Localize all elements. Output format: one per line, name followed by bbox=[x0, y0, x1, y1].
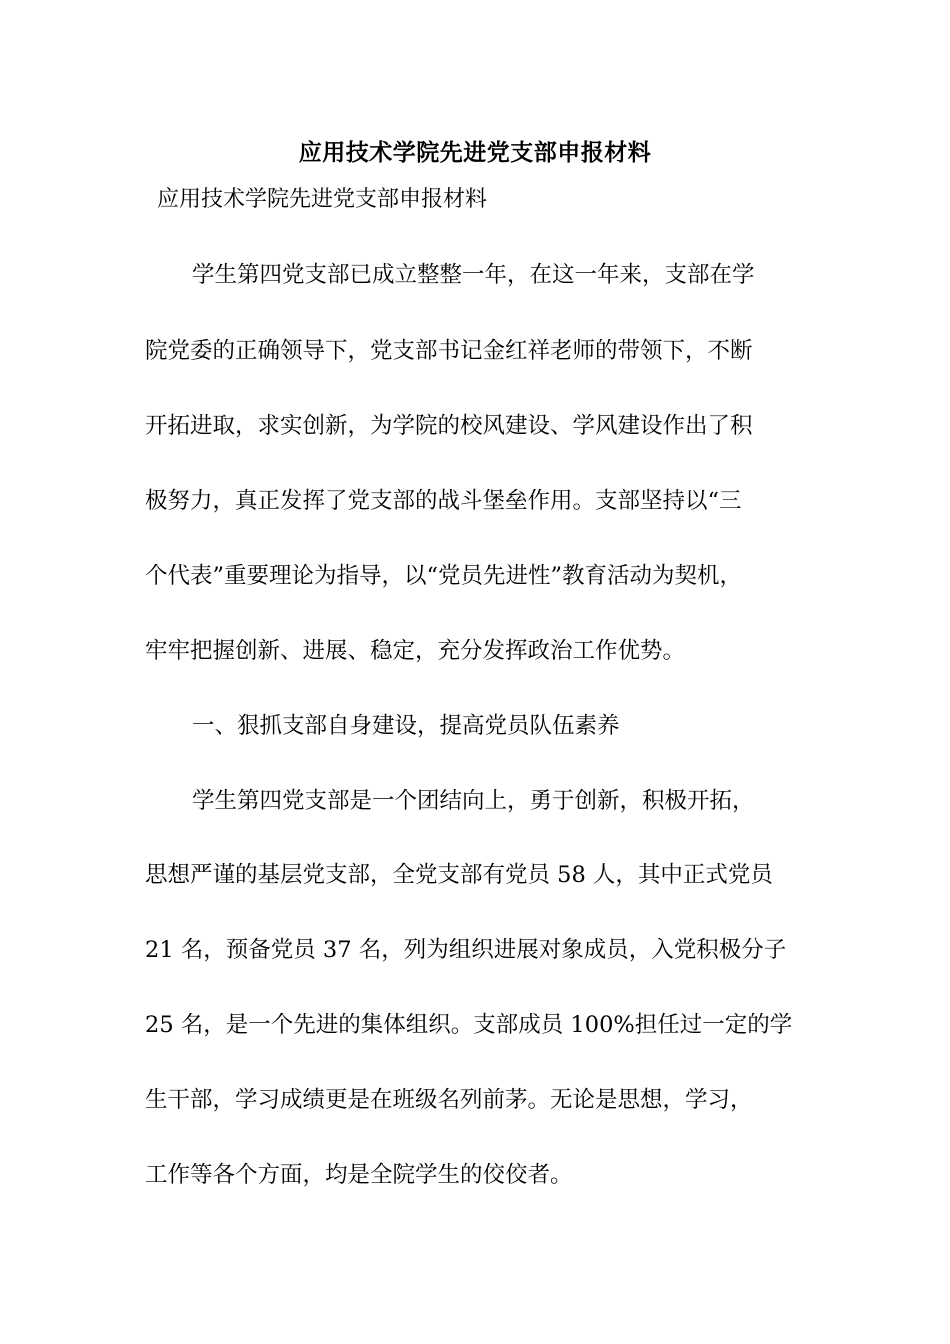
paragraph-line: 生干部，学习成绩更是在班级名列前茅。无论是思想，学习， bbox=[145, 1087, 753, 1113]
paragraph-line: 学生第四党支部是一个团结向上，勇于创新，积极开拓， bbox=[192, 788, 755, 814]
paragraph-line: 思想严谨的基层党支部，全党支部有党员 58 人，其中正式党员 bbox=[145, 862, 773, 888]
paragraph-line: 牢牢把握创新、进展、稳定，充分发挥政治工作优势。 bbox=[145, 638, 686, 664]
paragraph-line: 25 名，是一个先进的集体组织。支部成员 100%担任过一定的学 bbox=[145, 1012, 793, 1038]
paragraph-line: 院党委的正确领导下，党支部书记金红祥老师的带领下，不断 bbox=[145, 338, 753, 364]
paragraph-line: 开拓进取，求实创新，为学院的校风建设、学风建设作出了积 bbox=[145, 413, 753, 439]
document-title: 应用技术学院先进党支部申报材料 bbox=[298, 139, 652, 166]
paragraph-line: 工作等各个方面，均是全院学生的佼佼者。 bbox=[145, 1162, 573, 1188]
paragraph-line: 学生第四党支部已成立整整一年，在这一年来，支部在学 bbox=[192, 262, 755, 288]
document-subtitle: 应用技术学院先进党支部申报材料 bbox=[157, 187, 488, 212]
paragraph-line: 极努力，真正发挥了党支部的战斗堡垒作用。支部坚持以“三 bbox=[145, 488, 742, 514]
section-heading: 一、狠抓支部自身建设，提高党员队伍素养 bbox=[192, 713, 620, 739]
paragraph-line: 21 名，预备党员 37 名，列为组织进展对象成员，入党积极分子 bbox=[145, 937, 787, 963]
paragraph-line: 个代表”重要理论为指导，以“党员先进性”教育活动为契机， bbox=[145, 563, 743, 589]
